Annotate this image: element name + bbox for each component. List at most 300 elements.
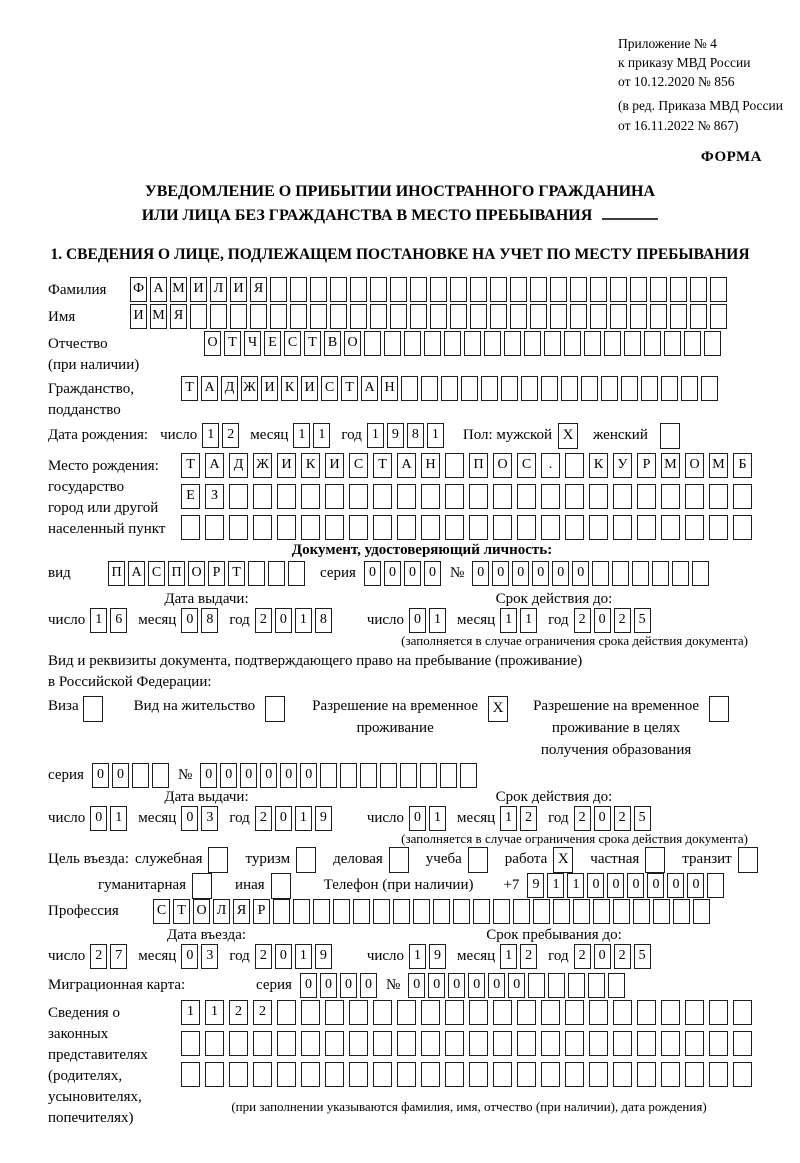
char-cell[interactable]	[325, 1000, 344, 1025]
char-cell[interactable]: З	[205, 484, 224, 509]
char-cell[interactable]	[524, 331, 541, 356]
char-cell[interactable]: О	[188, 561, 205, 586]
char-cell[interactable]	[565, 515, 584, 540]
char-cell[interactable]	[681, 376, 698, 401]
checkbox[interactable]	[265, 696, 285, 722]
char-cell[interactable]	[670, 277, 687, 302]
char-cell[interactable]: И	[277, 453, 296, 478]
char-cell[interactable]	[664, 331, 681, 356]
char-cell[interactable]: И	[130, 304, 147, 329]
char-cell[interactable]	[517, 1062, 536, 1087]
checkbox[interactable]: X	[553, 847, 573, 873]
char-cell[interactable]: 2	[222, 423, 239, 448]
char-cell[interactable]	[253, 484, 272, 509]
char-cell[interactable]	[390, 304, 407, 329]
char-cell[interactable]	[565, 453, 584, 478]
char-cell[interactable]	[637, 1031, 656, 1056]
char-cell[interactable]: 0	[320, 973, 337, 998]
char-cell[interactable]: У	[613, 453, 632, 478]
char-cell[interactable]	[250, 304, 267, 329]
char-cell[interactable]: 0	[532, 561, 549, 586]
char-cell[interactable]: 0	[409, 806, 426, 831]
char-cell[interactable]	[521, 376, 538, 401]
char-cell[interactable]: Р	[253, 899, 270, 924]
char-cell[interactable]	[410, 304, 427, 329]
char-cell[interactable]	[544, 331, 561, 356]
temp-residence-permit-checkbox[interactable]	[488, 696, 511, 722]
char-cell[interactable]: 5	[634, 944, 651, 969]
char-cell[interactable]	[608, 973, 625, 998]
char-cell[interactable]	[370, 304, 387, 329]
char-cell[interactable]	[248, 561, 265, 586]
char-cell[interactable]: П	[469, 453, 488, 478]
char-cell[interactable]: 0	[181, 806, 198, 831]
char-cell[interactable]: 0	[587, 873, 604, 898]
char-cell[interactable]: 9	[315, 944, 332, 969]
char-cell[interactable]: 1	[500, 806, 517, 831]
char-cell[interactable]: 9	[429, 944, 446, 969]
char-cell[interactable]	[709, 1031, 728, 1056]
char-cell[interactable]	[397, 1031, 416, 1056]
char-cell[interactable]	[661, 515, 680, 540]
char-cell[interactable]: 0	[275, 944, 292, 969]
char-cell[interactable]: Р	[637, 453, 656, 478]
char-cell[interactable]	[441, 376, 458, 401]
char-cell[interactable]: Т	[373, 453, 392, 478]
char-cell[interactable]	[564, 331, 581, 356]
char-cell[interactable]: 8	[201, 608, 218, 633]
char-cell[interactable]: 3	[201, 806, 218, 831]
char-cell[interactable]: 2	[255, 608, 272, 633]
char-cell[interactable]	[421, 1000, 440, 1025]
char-cell[interactable]: Д	[221, 376, 238, 401]
char-cell[interactable]: О	[193, 899, 210, 924]
entry-month-cells[interactable]	[181, 944, 221, 969]
char-cell[interactable]	[404, 331, 421, 356]
char-cell[interactable]: 8	[315, 608, 332, 633]
char-cell[interactable]	[632, 561, 649, 586]
char-cell[interactable]	[445, 484, 464, 509]
char-cell[interactable]	[693, 899, 710, 924]
char-cell[interactable]	[350, 304, 367, 329]
char-cell[interactable]: 0	[92, 763, 109, 788]
char-cell[interactable]	[593, 899, 610, 924]
char-cell[interactable]	[433, 899, 450, 924]
char-cell[interactable]	[504, 331, 521, 356]
char-cell[interactable]	[613, 1031, 632, 1056]
char-cell[interactable]	[277, 1062, 296, 1087]
purpose-work-checkbox[interactable]	[553, 847, 576, 873]
char-cell[interactable]	[190, 304, 207, 329]
char-cell[interactable]	[710, 277, 727, 302]
char-cell[interactable]	[473, 899, 490, 924]
char-cell[interactable]: А	[205, 453, 224, 478]
residence-issue-day-cells[interactable]	[90, 806, 130, 831]
char-cell[interactable]: С	[153, 899, 170, 924]
char-cell[interactable]	[685, 1031, 704, 1056]
char-cell[interactable]	[440, 763, 457, 788]
char-cell[interactable]	[469, 1062, 488, 1087]
char-cell[interactable]	[550, 277, 567, 302]
char-cell[interactable]: 0	[647, 873, 664, 898]
char-cell[interactable]: 3	[201, 944, 218, 969]
char-cell[interactable]	[548, 973, 565, 998]
char-cell[interactable]: Н	[421, 453, 440, 478]
char-cell[interactable]: А	[201, 376, 218, 401]
char-cell[interactable]: 0	[428, 973, 445, 998]
residence-number-cells[interactable]	[200, 763, 480, 788]
char-cell[interactable]	[421, 376, 438, 401]
char-cell[interactable]: С	[321, 376, 338, 401]
char-cell[interactable]	[690, 304, 707, 329]
char-cell[interactable]: 1	[110, 806, 127, 831]
char-cell[interactable]	[397, 1062, 416, 1087]
char-cell[interactable]	[613, 515, 632, 540]
char-cell[interactable]: К	[589, 453, 608, 478]
char-cell[interactable]: 1	[567, 873, 584, 898]
char-cell[interactable]: 0	[472, 561, 489, 586]
char-cell[interactable]: К	[281, 376, 298, 401]
char-cell[interactable]	[709, 1062, 728, 1087]
char-cell[interactable]: Т	[341, 376, 358, 401]
char-cell[interactable]	[661, 1062, 680, 1087]
char-cell[interactable]	[253, 1062, 272, 1087]
char-cell[interactable]: 0	[408, 973, 425, 998]
char-cell[interactable]	[421, 515, 440, 540]
char-cell[interactable]	[229, 484, 248, 509]
char-cell[interactable]	[484, 331, 501, 356]
char-cell[interactable]: 5	[634, 608, 651, 633]
char-cell[interactable]: 2	[229, 1000, 248, 1025]
char-cell[interactable]: 0	[112, 763, 129, 788]
char-cell[interactable]	[589, 515, 608, 540]
phone-cells[interactable]	[527, 873, 727, 898]
char-cell[interactable]: Я	[250, 277, 267, 302]
citizenship-cells[interactable]	[181, 376, 721, 401]
char-cell[interactable]	[421, 1062, 440, 1087]
char-cell[interactable]: И	[325, 453, 344, 478]
identity-issue-day-cells[interactable]	[90, 608, 130, 633]
char-cell[interactable]: 1	[313, 423, 330, 448]
char-cell[interactable]: Е	[181, 484, 200, 509]
char-cell[interactable]	[584, 331, 601, 356]
purpose-other-checkbox[interactable]	[271, 873, 294, 899]
char-cell[interactable]: 0	[200, 763, 217, 788]
char-cell[interactable]: 0	[384, 561, 401, 586]
char-cell[interactable]	[637, 515, 656, 540]
surname-cells[interactable]	[130, 277, 730, 302]
char-cell[interactable]	[461, 376, 478, 401]
char-cell[interactable]: А	[150, 277, 167, 302]
char-cell[interactable]	[384, 331, 401, 356]
char-cell[interactable]	[310, 304, 327, 329]
char-cell[interactable]	[390, 277, 407, 302]
name-cells[interactable]	[130, 304, 730, 329]
char-cell[interactable]	[445, 1031, 464, 1056]
char-cell[interactable]: .	[541, 453, 560, 478]
char-cell[interactable]	[733, 515, 752, 540]
char-cell[interactable]: А	[397, 453, 416, 478]
char-cell[interactable]: Б	[733, 453, 752, 478]
char-cell[interactable]	[301, 515, 320, 540]
checkbox[interactable]	[738, 847, 758, 873]
char-cell[interactable]	[589, 1062, 608, 1087]
char-cell[interactable]: 0	[275, 608, 292, 633]
char-cell[interactable]	[301, 1031, 320, 1056]
char-cell[interactable]	[501, 376, 518, 401]
char-cell[interactable]: 2	[574, 806, 591, 831]
legal-row3-cells[interactable]	[181, 1062, 769, 1087]
checkbox[interactable]	[660, 423, 680, 449]
char-cell[interactable]	[621, 376, 638, 401]
char-cell[interactable]: М	[709, 453, 728, 478]
char-cell[interactable]	[413, 899, 430, 924]
identity-expiry-month-cells[interactable]	[500, 608, 540, 633]
char-cell[interactable]	[690, 277, 707, 302]
char-cell[interactable]: К	[301, 453, 320, 478]
char-cell[interactable]	[277, 515, 296, 540]
char-cell[interactable]	[325, 1062, 344, 1087]
identity-expiry-year-cells[interactable]	[574, 608, 654, 633]
char-cell[interactable]	[349, 1000, 368, 1025]
residence-expiry-year-cells[interactable]	[574, 806, 654, 831]
char-cell[interactable]	[541, 515, 560, 540]
checkbox[interactable]	[83, 696, 103, 722]
char-cell[interactable]	[353, 899, 370, 924]
char-cell[interactable]	[550, 304, 567, 329]
char-cell[interactable]	[420, 763, 437, 788]
residence-expiry-day-cells[interactable]	[409, 806, 449, 831]
char-cell[interactable]	[541, 1000, 560, 1025]
char-cell[interactable]: С	[349, 453, 368, 478]
char-cell[interactable]	[460, 763, 477, 788]
char-cell[interactable]: Т	[228, 561, 245, 586]
char-cell[interactable]	[685, 1062, 704, 1087]
residence-issue-year-cells[interactable]	[255, 806, 335, 831]
char-cell[interactable]: 8	[407, 423, 424, 448]
char-cell[interactable]: 1	[500, 608, 517, 633]
char-cell[interactable]	[360, 763, 377, 788]
char-cell[interactable]: 1	[293, 423, 310, 448]
char-cell[interactable]: Е	[264, 331, 281, 356]
char-cell[interactable]: 0	[280, 763, 297, 788]
migration-series-cells[interactable]	[300, 973, 380, 998]
char-cell[interactable]: 0	[508, 973, 525, 998]
residence-permit-checkbox[interactable]	[265, 696, 288, 722]
checkbox[interactable]	[208, 847, 228, 873]
char-cell[interactable]	[707, 873, 724, 898]
char-cell[interactable]	[301, 1062, 320, 1087]
char-cell[interactable]	[469, 484, 488, 509]
char-cell[interactable]: 0	[409, 608, 426, 633]
char-cell[interactable]	[469, 515, 488, 540]
char-cell[interactable]	[630, 304, 647, 329]
char-cell[interactable]	[565, 484, 584, 509]
char-cell[interactable]	[310, 277, 327, 302]
char-cell[interactable]	[710, 304, 727, 329]
char-cell[interactable]: 0	[240, 763, 257, 788]
char-cell[interactable]: М	[170, 277, 187, 302]
char-cell[interactable]	[229, 1062, 248, 1087]
char-cell[interactable]: 2	[574, 608, 591, 633]
identity-issue-month-cells[interactable]	[181, 608, 221, 633]
char-cell[interactable]: И	[261, 376, 278, 401]
char-cell[interactable]: 2	[520, 944, 537, 969]
char-cell[interactable]	[541, 484, 560, 509]
sex-male-checkbox[interactable]	[558, 423, 581, 449]
char-cell[interactable]	[641, 376, 658, 401]
char-cell[interactable]: 0	[667, 873, 684, 898]
char-cell[interactable]	[290, 304, 307, 329]
char-cell[interactable]: 0	[181, 944, 198, 969]
char-cell[interactable]: 0	[594, 608, 611, 633]
char-cell[interactable]: Я	[233, 899, 250, 924]
checkbox[interactable]	[192, 873, 212, 899]
char-cell[interactable]: Н	[381, 376, 398, 401]
char-cell[interactable]	[340, 763, 357, 788]
char-cell[interactable]	[373, 1000, 392, 1025]
char-cell[interactable]	[637, 484, 656, 509]
char-cell[interactable]: О	[493, 453, 512, 478]
char-cell[interactable]	[568, 973, 585, 998]
char-cell[interactable]: 1	[90, 608, 107, 633]
char-cell[interactable]	[530, 277, 547, 302]
purpose-humanitarian-checkbox[interactable]	[192, 873, 215, 899]
char-cell[interactable]: Т	[181, 376, 198, 401]
char-cell[interactable]: 2	[614, 608, 631, 633]
char-cell[interactable]: 0	[607, 873, 624, 898]
char-cell[interactable]	[630, 277, 647, 302]
char-cell[interactable]	[493, 899, 510, 924]
checkbox[interactable]: X	[488, 696, 508, 722]
char-cell[interactable]: И	[230, 277, 247, 302]
char-cell[interactable]	[270, 304, 287, 329]
char-cell[interactable]: М	[150, 304, 167, 329]
char-cell[interactable]	[330, 277, 347, 302]
char-cell[interactable]: 0	[448, 973, 465, 998]
checkbox[interactable]	[389, 847, 409, 873]
char-cell[interactable]	[652, 561, 669, 586]
char-cell[interactable]: 0	[594, 806, 611, 831]
char-cell[interactable]: 0	[572, 561, 589, 586]
char-cell[interactable]	[181, 1031, 200, 1056]
char-cell[interactable]	[445, 453, 464, 478]
purpose-business-checkbox[interactable]	[389, 847, 412, 873]
char-cell[interactable]: Т	[224, 331, 241, 356]
char-cell[interactable]	[589, 1000, 608, 1025]
char-cell[interactable]	[230, 304, 247, 329]
char-cell[interactable]	[517, 1031, 536, 1056]
char-cell[interactable]: 2	[520, 806, 537, 831]
identity-expiry-day-cells[interactable]	[409, 608, 449, 633]
checkbox[interactable]	[709, 696, 729, 722]
char-cell[interactable]	[661, 484, 680, 509]
char-cell[interactable]	[589, 1031, 608, 1056]
char-cell[interactable]: 0	[594, 944, 611, 969]
char-cell[interactable]: 2	[614, 944, 631, 969]
char-cell[interactable]	[253, 515, 272, 540]
char-cell[interactable]	[590, 277, 607, 302]
char-cell[interactable]	[493, 1062, 512, 1087]
char-cell[interactable]: В	[324, 331, 341, 356]
char-cell[interactable]	[684, 331, 701, 356]
char-cell[interactable]: А	[128, 561, 145, 586]
checkbox[interactable]	[468, 847, 488, 873]
char-cell[interactable]: 6	[110, 608, 127, 633]
birth-month-cells[interactable]	[293, 423, 333, 448]
char-cell[interactable]	[325, 484, 344, 509]
char-cell[interactable]: 1	[181, 1000, 200, 1025]
char-cell[interactable]: И	[301, 376, 318, 401]
char-cell[interactable]	[650, 304, 667, 329]
char-cell[interactable]: Т	[173, 899, 190, 924]
char-cell[interactable]	[612, 561, 629, 586]
char-cell[interactable]: 0	[404, 561, 421, 586]
purpose-official-checkbox[interactable]	[208, 847, 231, 873]
char-cell[interactable]	[205, 1031, 224, 1056]
purpose-private-checkbox[interactable]	[645, 847, 668, 873]
char-cell[interactable]	[513, 899, 530, 924]
char-cell[interactable]: С	[517, 453, 536, 478]
checkbox[interactable]	[645, 847, 665, 873]
profession-cells[interactable]	[153, 899, 713, 924]
char-cell[interactable]	[528, 973, 545, 998]
char-cell[interactable]: 1	[427, 423, 444, 448]
char-cell[interactable]: Ж	[241, 376, 258, 401]
char-cell[interactable]	[373, 899, 390, 924]
char-cell[interactable]	[325, 1031, 344, 1056]
identity-issue-year-cells[interactable]	[255, 608, 335, 633]
char-cell[interactable]	[445, 1062, 464, 1087]
char-cell[interactable]	[613, 484, 632, 509]
char-cell[interactable]	[430, 304, 447, 329]
char-cell[interactable]: 0	[260, 763, 277, 788]
char-cell[interactable]	[650, 277, 667, 302]
char-cell[interactable]: 0	[687, 873, 704, 898]
sex-female-checkbox[interactable]	[660, 423, 683, 449]
char-cell[interactable]	[704, 331, 721, 356]
char-cell[interactable]	[421, 1031, 440, 1056]
char-cell[interactable]	[210, 304, 227, 329]
visa-checkbox[interactable]	[83, 696, 106, 722]
char-cell[interactable]	[469, 1031, 488, 1056]
char-cell[interactable]	[510, 277, 527, 302]
char-cell[interactable]	[444, 331, 461, 356]
char-cell[interactable]	[637, 1000, 656, 1025]
char-cell[interactable]: 1	[367, 423, 384, 448]
char-cell[interactable]	[673, 899, 690, 924]
char-cell[interactable]	[590, 304, 607, 329]
char-cell[interactable]: 0	[424, 561, 441, 586]
char-cell[interactable]	[349, 484, 368, 509]
char-cell[interactable]	[493, 484, 512, 509]
identity-kind-cells[interactable]	[108, 561, 308, 586]
char-cell[interactable]	[424, 331, 441, 356]
char-cell[interactable]	[273, 899, 290, 924]
birth-place-row2-cells[interactable]	[181, 484, 757, 509]
char-cell[interactable]: 2	[574, 944, 591, 969]
char-cell[interactable]	[570, 304, 587, 329]
char-cell[interactable]	[592, 561, 609, 586]
char-cell[interactable]: 0	[364, 561, 381, 586]
char-cell[interactable]	[397, 484, 416, 509]
char-cell[interactable]	[613, 1000, 632, 1025]
legal-row2-cells[interactable]	[181, 1031, 769, 1056]
char-cell[interactable]: Л	[213, 899, 230, 924]
char-cell[interactable]	[541, 1031, 560, 1056]
char-cell[interactable]	[397, 1000, 416, 1025]
char-cell[interactable]	[733, 1000, 752, 1025]
